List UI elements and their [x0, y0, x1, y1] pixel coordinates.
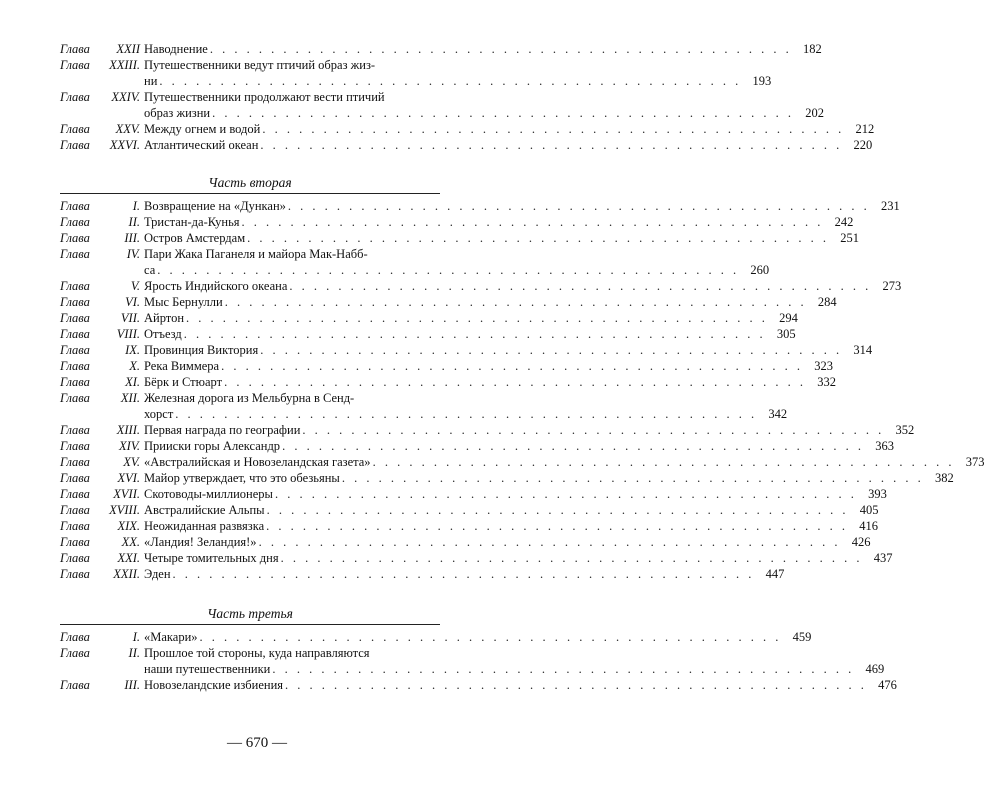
chapter-title — [144, 486, 887, 502]
chapter-label: Глава — [60, 630, 90, 644]
chapter-label: Глава — [60, 247, 90, 261]
chapter-label: Глава — [60, 231, 90, 245]
chapter-title-line — [144, 105, 824, 121]
toc-entry — [60, 57, 772, 89]
chapter-title-line — [144, 486, 887, 502]
page-ref: 476 — [878, 678, 897, 692]
chapter-title — [144, 57, 771, 89]
chapter-number — [60, 342, 144, 358]
chapter-title-line — [144, 677, 897, 693]
toc-entry — [60, 294, 837, 310]
chapter-number — [60, 629, 144, 645]
leader-dots: . . . . . . . . . . . . . . . . . . . . . . . . . . . . . . . . . . . . . . . . . . . . . . . . — [258, 535, 841, 549]
chapter-title-line — [144, 661, 884, 677]
chapter-number — [60, 230, 144, 246]
chapter-roman-numeral: II. — [128, 646, 140, 660]
chapter-roman-numeral: I. — [132, 630, 140, 644]
chapter-title-text: са — [144, 263, 156, 277]
chapter-title-text: Тристан-да-Кунья — [144, 215, 240, 229]
chapter-title-line — [144, 326, 796, 342]
chapter-title-line — [144, 358, 833, 374]
toc-entry — [60, 502, 879, 518]
chapter-title-text: образ жизни — [144, 106, 211, 120]
chapter-number — [60, 645, 144, 661]
chapter-title-line — [144, 89, 824, 105]
chapter-label: Глава — [60, 295, 90, 309]
chapter-title-text: Железная дорога из Мельбурна в Сенд- — [144, 391, 355, 405]
chapter-label: Глава — [60, 90, 90, 104]
chapter-roman-numeral: VIII. — [116, 327, 140, 341]
page-ref: 469 — [865, 662, 885, 676]
chapter-roman-numeral: XII. — [120, 391, 140, 405]
chapter-title-line — [144, 374, 836, 390]
leader-dots: . . . . . . . . . . . . . . . . . . . . . . . . . . . . . . . . . . . . . . . . . . . . . . . . — [262, 122, 845, 136]
page-ref: 405 — [859, 503, 879, 517]
chapter-title — [144, 374, 836, 390]
chapter-title — [144, 198, 900, 214]
chapter-number — [60, 502, 144, 518]
chapter-title-text: «Макари» — [144, 630, 198, 644]
chapter-title-text: Провинция Виктория — [144, 343, 259, 357]
chapter-roman-numeral: XVI. — [117, 471, 140, 485]
chapter-title-text: Остров Амстердам — [144, 231, 246, 245]
chapter-title — [144, 390, 787, 422]
page-ref: 393 — [868, 487, 887, 501]
toc-entry — [60, 198, 900, 214]
chapter-label: Глава — [60, 343, 90, 357]
chapter-label: Глава — [60, 455, 90, 469]
part-two-divider — [60, 193, 440, 194]
chapter-number — [60, 310, 144, 326]
chapter-title — [144, 137, 872, 153]
page-ref: 363 — [875, 439, 894, 453]
chapter-title-line — [144, 262, 769, 278]
chapter-label: Глава — [60, 391, 90, 405]
chapter-roman-numeral: XXV. — [115, 122, 140, 136]
chapter-title-text: Путешественники ведут птичий образ жиз- — [144, 58, 376, 72]
chapter-roman-numeral: XIV. — [119, 439, 140, 453]
page-ref: 342 — [768, 407, 788, 421]
toc-entry — [60, 230, 859, 246]
chapter-title-line — [144, 230, 859, 246]
chapter-title-line — [144, 342, 872, 358]
leader-dots: . . . . . . . . . . . . . . . . . . . . . . . . . . . . . . . . . . . . . . . . . . . . . . . . — [272, 662, 855, 676]
chapter-number — [60, 438, 144, 454]
chapter-number — [60, 470, 144, 486]
chapter-roman-numeral: IX. — [125, 343, 140, 357]
chapter-title-line — [144, 438, 894, 454]
chapter-title — [144, 121, 874, 137]
chapter-number — [60, 422, 144, 438]
chapter-title-line — [144, 121, 874, 137]
chapter-title-line — [144, 645, 884, 661]
leader-dots: . . . . . . . . . . . . . . . . . . . . . . . . . . . . . . . . . . . . . . . . . . . . . . . . — [186, 311, 768, 325]
chapter-label: Глава — [60, 551, 90, 565]
chapter-roman-numeral: XV. — [123, 455, 140, 469]
leader-dots: . . . . . . . . . . . . . . . . . . . . . . . . . . . . . . . . . . . . . . . . . . . . . . . . — [221, 359, 803, 373]
chapter-roman-numeral: XX. — [121, 535, 140, 549]
chapter-roman-numeral: XXII — [116, 42, 140, 56]
part-three-divider — [60, 624, 440, 625]
chapter-title — [144, 89, 824, 121]
leader-dots: . . . . . . . . . . . . . . . . . . . . . . . . . . . . . . . . . . . . . . . . . . . . . . . . — [280, 551, 863, 565]
chapter-title-text: Между огнем и водой — [144, 122, 261, 136]
chapter-label: Глава — [60, 138, 90, 152]
chapter-roman-numeral: XXI. — [117, 551, 140, 565]
chapter-title-line — [144, 294, 837, 310]
chapter-title — [144, 278, 901, 294]
chapter-roman-numeral: XXIV. — [111, 90, 140, 104]
chapter-title — [144, 470, 954, 486]
chapter-title-line — [144, 390, 787, 406]
chapter-number — [60, 246, 144, 262]
toc-entry — [60, 137, 873, 153]
chapter-number — [60, 390, 144, 406]
toc-entry — [60, 534, 871, 550]
chapter-roman-numeral: II. — [128, 215, 140, 229]
chapter-title-text: Возвращение на «Дункан» — [144, 199, 286, 213]
toc-entry — [60, 326, 796, 342]
chapter-title-text: Ярость Индийского океана — [144, 279, 288, 293]
chapter-title-text: Прошлое той стороны, куда направляются — [144, 646, 370, 660]
chapter-title-text: Айртон — [144, 311, 185, 325]
page-ref: 332 — [817, 375, 836, 389]
chapter-label: Глава — [60, 535, 90, 549]
chapter-title-text: Неожиданная развязка — [144, 519, 265, 533]
leader-dots: . . . . . . . . . . . . . . . . . . . . . . . . . . . . . . . . . . . . . . . . . . . . . . . . — [341, 471, 924, 485]
chapter-title-line — [144, 214, 853, 230]
chapter-number — [60, 121, 144, 137]
chapter-number — [60, 89, 144, 105]
leader-dots: . . . . . . . . . . . . . . . . . . . . . . . . . . . . . . . . . . . . . . . . . . . . . . . . — [372, 455, 955, 469]
part-one-chapter-list — [60, 41, 875, 153]
leader-dots: . . . . . . . . . . . . . . . . . . . . . . . . . . . . . . . . . . . . . . . . . . . . . . . . — [212, 106, 794, 120]
table-of-contents — [60, 41, 984, 693]
chapter-title-text: Скотоводы-миллионеры — [144, 487, 273, 501]
chapter-label: Глава — [60, 215, 90, 229]
chapter-title — [144, 438, 894, 454]
chapter-roman-numeral: VI. — [125, 295, 140, 309]
chapter-number — [60, 294, 144, 310]
chapter-number — [60, 550, 144, 566]
chapter-title-line — [144, 137, 872, 153]
chapter-title-line — [144, 73, 771, 89]
chapter-roman-numeral: III. — [124, 678, 140, 692]
chapter-roman-numeral: XVII. — [113, 487, 140, 501]
toc-entry — [60, 246, 770, 278]
toc-entry — [60, 486, 887, 502]
page-ref: 305 — [776, 327, 796, 341]
chapter-roman-numeral: XIX. — [117, 519, 140, 533]
chapter-label: Глава — [60, 279, 90, 293]
chapter-title-text: Четыре томительных дня — [144, 551, 279, 565]
chapter-title — [144, 342, 872, 358]
chapter-title-text: «Австралийская и Новозеландская газета» — [144, 455, 371, 469]
part-three-chapter-list — [60, 629, 897, 693]
chapter-number — [60, 518, 144, 534]
toc-entry — [60, 214, 854, 230]
chapter-title-line — [144, 470, 954, 486]
leader-dots: . . . . . . . . . . . . . . . . . . . . . . . . . . . . . . . . . . . . . . . . . . . . . . . . — [241, 215, 824, 229]
toc-entry — [60, 645, 885, 677]
chapter-title — [144, 629, 811, 645]
page-ref: 459 — [792, 630, 812, 644]
page-ref: 284 — [817, 295, 837, 309]
chapter-title-text: ни — [144, 74, 158, 88]
chapter-roman-numeral: XVIII. — [109, 503, 140, 517]
chapter-title-text: Прииски горы Александр — [144, 439, 281, 453]
chapter-number — [60, 374, 144, 390]
toc-entry — [60, 374, 836, 390]
leader-dots: . . . . . . . . . . . . . . . . . . . . . . . . . . . . . . . . . . . . . . . . . . . . . . . . — [183, 327, 766, 341]
chapter-title — [144, 566, 784, 582]
chapter-title — [144, 677, 897, 693]
chapter-title — [144, 358, 833, 374]
leader-dots: . . . . . . . . . . . . . . . . . . . . . . . . . . . . . . . . . . . . . . . . . . . . . . . . — [266, 503, 849, 517]
chapter-number — [60, 566, 144, 582]
chapter-roman-numeral: I. — [132, 199, 140, 213]
chapter-title-text: «Ландия! Зеландия!» — [144, 535, 257, 549]
chapter-label: Глава — [60, 199, 90, 213]
chapter-title-line — [144, 310, 798, 326]
toc-entry — [60, 358, 833, 374]
chapter-title-line — [144, 550, 892, 566]
leader-dots: . . . . . . . . . . . . . . . . . . . . . . . . . . . . . . . . . . . . . . . . . . . . . . . . — [159, 74, 742, 88]
part-two-chapter-list — [60, 198, 984, 582]
chapter-title-line — [144, 41, 822, 57]
leader-dots: . . . . . . . . . . . . . . . . . . . . . . . . . . . . . . . . . . . . . . . . . . . . . . . . — [260, 138, 843, 152]
chapter-label: Глава — [60, 646, 90, 660]
chapter-title — [144, 550, 892, 566]
chapter-title-text: Мыс Бернулли — [144, 295, 223, 309]
page-ref: 437 — [873, 551, 893, 565]
toc-entry — [60, 422, 915, 438]
chapter-title — [144, 294, 837, 310]
leader-dots: . . . . . . . . . . . . . . . . . . . . . . . . . . . . . . . . . . . . . . . . . . . . . . . . — [285, 678, 867, 692]
chapter-title — [144, 41, 822, 57]
page-ref: 182 — [802, 42, 822, 56]
chapter-number — [60, 214, 144, 230]
chapter-title-text: Майор утверждает, что это обезьяны — [144, 471, 340, 485]
page-ref: 202 — [805, 106, 824, 120]
chapter-label: Глава — [60, 503, 90, 517]
toc-entry — [60, 518, 879, 534]
page-number: — 670 — — [227, 735, 287, 751]
chapter-title — [144, 518, 878, 534]
leader-dots: . . . . . . . . . . . . . . . . . . . . . . . . . . . . . . . . . . . . . . . . . . . . . . . . — [289, 279, 872, 293]
leader-dots: . . . . . . . . . . . . . . . . . . . . . . . . . . . . . . . . . . . . . . . . . . . . . . . . — [224, 375, 806, 389]
chapter-title — [144, 230, 859, 246]
toc-entry — [60, 41, 822, 57]
chapter-title-text: Новозеландские избиения — [144, 678, 284, 692]
chapter-title-text: Река Виммера — [144, 359, 220, 373]
chapter-roman-numeral: V. — [130, 279, 140, 293]
leader-dots: . . . . . . . . . . . . . . . . . . . . . . . . . . . . . . . . . . . . . . . . . . . . . . . . — [260, 343, 843, 357]
page-ref: 294 — [779, 311, 798, 325]
chapter-title-line — [144, 246, 769, 262]
chapter-number — [60, 677, 144, 693]
chapter-label: Глава — [60, 58, 90, 72]
chapter-number — [60, 358, 144, 374]
chapter-title — [144, 534, 870, 550]
leader-dots: . . . . . . . . . . . . . . . . . . . . . . . . . . . . . . . . . . . . . . . . . . . . . . . . — [224, 295, 807, 309]
toc-entry — [60, 390, 788, 422]
chapter-roman-numeral: XXVI. — [109, 138, 140, 152]
chapter-number — [60, 198, 144, 214]
page-ref: 447 — [765, 567, 785, 581]
chapter-label: Глава — [60, 311, 90, 325]
chapter-title-text: Пари Жака Паганеля и майора Мак-Набб- — [144, 247, 368, 261]
toc-entry — [60, 677, 897, 693]
leader-dots: . . . . . . . . . . . . . . . . . . . . . . . . . . . . . . . . . . . . . . . . . . . . . . . . — [199, 630, 782, 644]
chapter-label: Глава — [60, 122, 90, 136]
leader-dots: . . . . . . . . . . . . . . . . . . . . . . . . . . . . . . . . . . . . . . . . . . . . . . . . — [175, 407, 758, 421]
chapter-title — [144, 454, 984, 470]
page-ref: 242 — [834, 215, 854, 229]
toc-entry — [60, 121, 875, 137]
toc-entry — [60, 550, 893, 566]
toc-entry — [60, 454, 984, 470]
chapter-title-line — [144, 57, 771, 73]
leader-dots: . . . . . . . . . . . . . . . . . . . . . . . . . . . . . . . . . . . . . . . . . . . . . . . . — [266, 519, 849, 533]
chapter-label: Глава — [60, 375, 90, 389]
chapter-label: Глава — [60, 423, 90, 437]
chapter-title — [144, 502, 878, 518]
chapter-title-text: Отъезд — [144, 327, 182, 341]
page-ref: 193 — [752, 74, 772, 88]
chapter-label: Глава — [60, 471, 90, 485]
toc-entry — [60, 629, 812, 645]
page-ref: 426 — [851, 535, 871, 549]
page-ref: 373 — [965, 455, 984, 469]
chapter-title — [144, 310, 798, 326]
chapter-label: Глава — [60, 359, 90, 373]
leader-dots: . . . . . . . . . . . . . . . . . . . . . . . . . . . . . . . . . . . . . . . . . . . . . . . . — [157, 263, 740, 277]
chapter-number — [60, 57, 144, 73]
chapter-title-line — [144, 278, 901, 294]
chapter-number — [60, 41, 144, 57]
chapter-title-line — [144, 422, 914, 438]
chapter-title-line — [144, 454, 984, 470]
chapter-roman-numeral: XXIII. — [109, 58, 140, 72]
chapter-title-line — [144, 518, 878, 534]
leader-dots: . . . . . . . . . . . . . . . . . . . . . . . . . . . . . . . . . . . . . . . . . . . . . . . . — [302, 423, 885, 437]
chapter-number — [60, 486, 144, 502]
page-ref: 314 — [853, 343, 873, 357]
leader-dots: . . . . . . . . . . . . . . . . . . . . . . . . . . . . . . . . . . . . . . . . . . . . . . . . — [247, 231, 829, 245]
chapter-title-line — [144, 198, 900, 214]
chapter-title-text: Наводнение — [144, 42, 208, 56]
toc-entry — [60, 89, 824, 121]
chapter-title-line — [144, 534, 870, 550]
page-ref: 212 — [855, 122, 875, 136]
chapter-number — [60, 137, 144, 153]
chapter-title — [144, 214, 853, 230]
page-ref: 273 — [882, 279, 902, 293]
page-ref: 352 — [895, 423, 915, 437]
chapter-title — [144, 326, 796, 342]
chapter-title-text: хорст — [144, 407, 174, 421]
toc-entry — [60, 342, 873, 358]
toc-entry — [60, 438, 894, 454]
chapter-title-line — [144, 502, 878, 518]
chapter-title-text: Атлантический океан — [144, 138, 259, 152]
chapter-number — [60, 454, 144, 470]
chapter-title-line — [144, 566, 784, 582]
page-ref: 323 — [814, 359, 833, 373]
chapter-roman-numeral: XIII. — [116, 423, 140, 437]
chapter-title-text: Австралийские Альпы — [144, 503, 265, 517]
chapter-roman-numeral: XXII. — [113, 567, 140, 581]
toc-entry — [60, 310, 798, 326]
leader-dots: . . . . . . . . . . . . . . . . . . . . . . . . . . . . . . . . . . . . . . . . . . . . . . . . — [274, 487, 857, 501]
chapter-title — [144, 645, 884, 677]
chapter-number — [60, 326, 144, 342]
chapter-label: Глава — [60, 439, 90, 453]
chapter-label: Глава — [60, 678, 90, 692]
toc-entry — [60, 470, 954, 486]
chapter-number — [60, 534, 144, 550]
chapter-title — [144, 246, 769, 278]
chapter-roman-numeral: III. — [124, 231, 140, 245]
page-ref: 251 — [840, 231, 859, 245]
page-ref: 220 — [853, 138, 873, 152]
chapter-label: Глава — [60, 567, 90, 581]
chapter-title-text: Путешественники продолжают вести птичий — [144, 90, 385, 104]
chapter-roman-numeral: XI. — [125, 375, 140, 389]
chapter-label: Глава — [60, 327, 90, 341]
chapter-title — [144, 422, 914, 438]
chapter-title-line — [144, 629, 811, 645]
part-three-heading: Часть третья — [207, 606, 293, 621]
chapter-title-text: Бёрк и Стюарт — [144, 375, 223, 389]
chapter-label: Глава — [60, 487, 90, 501]
leader-dots: . . . . . . . . . . . . . . . . . . . . . . . . . . . . . . . . . . . . . . . . . . . . . . . . — [282, 439, 864, 453]
part-two-heading: Часть вторая — [208, 175, 292, 190]
toc-entry — [60, 278, 902, 294]
page-ref: 416 — [859, 519, 879, 533]
chapter-number — [60, 278, 144, 294]
chapter-roman-numeral: X. — [129, 359, 140, 373]
toc-entry — [60, 566, 785, 582]
page-ref: 260 — [750, 263, 770, 277]
page-ref: 382 — [934, 471, 954, 485]
chapter-roman-numeral: IV. — [126, 247, 140, 261]
chapter-title-text: Эден — [144, 567, 171, 581]
chapter-title-text: наши путешественники — [144, 662, 271, 676]
leader-dots: . . . . . . . . . . . . . . . . . . . . . . . . . . . . . . . . . . . . . . . . . . . . . . . . — [172, 567, 755, 581]
page-ref: 231 — [881, 199, 900, 213]
leader-dots: . . . . . . . . . . . . . . . . . . . . . . . . . . . . . . . . . . . . . . . . . . . . . . . . — [209, 42, 792, 56]
chapter-title-text: Первая награда по географии — [144, 423, 301, 437]
chapter-label: Глава — [60, 42, 90, 56]
chapter-label: Глава — [60, 519, 90, 533]
chapter-roman-numeral: VII. — [120, 311, 140, 325]
chapter-title-line — [144, 406, 787, 422]
leader-dots: . . . . . . . . . . . . . . . . . . . . . . . . . . . . . . . . . . . . . . . . . . . . . . . . — [287, 199, 870, 213]
